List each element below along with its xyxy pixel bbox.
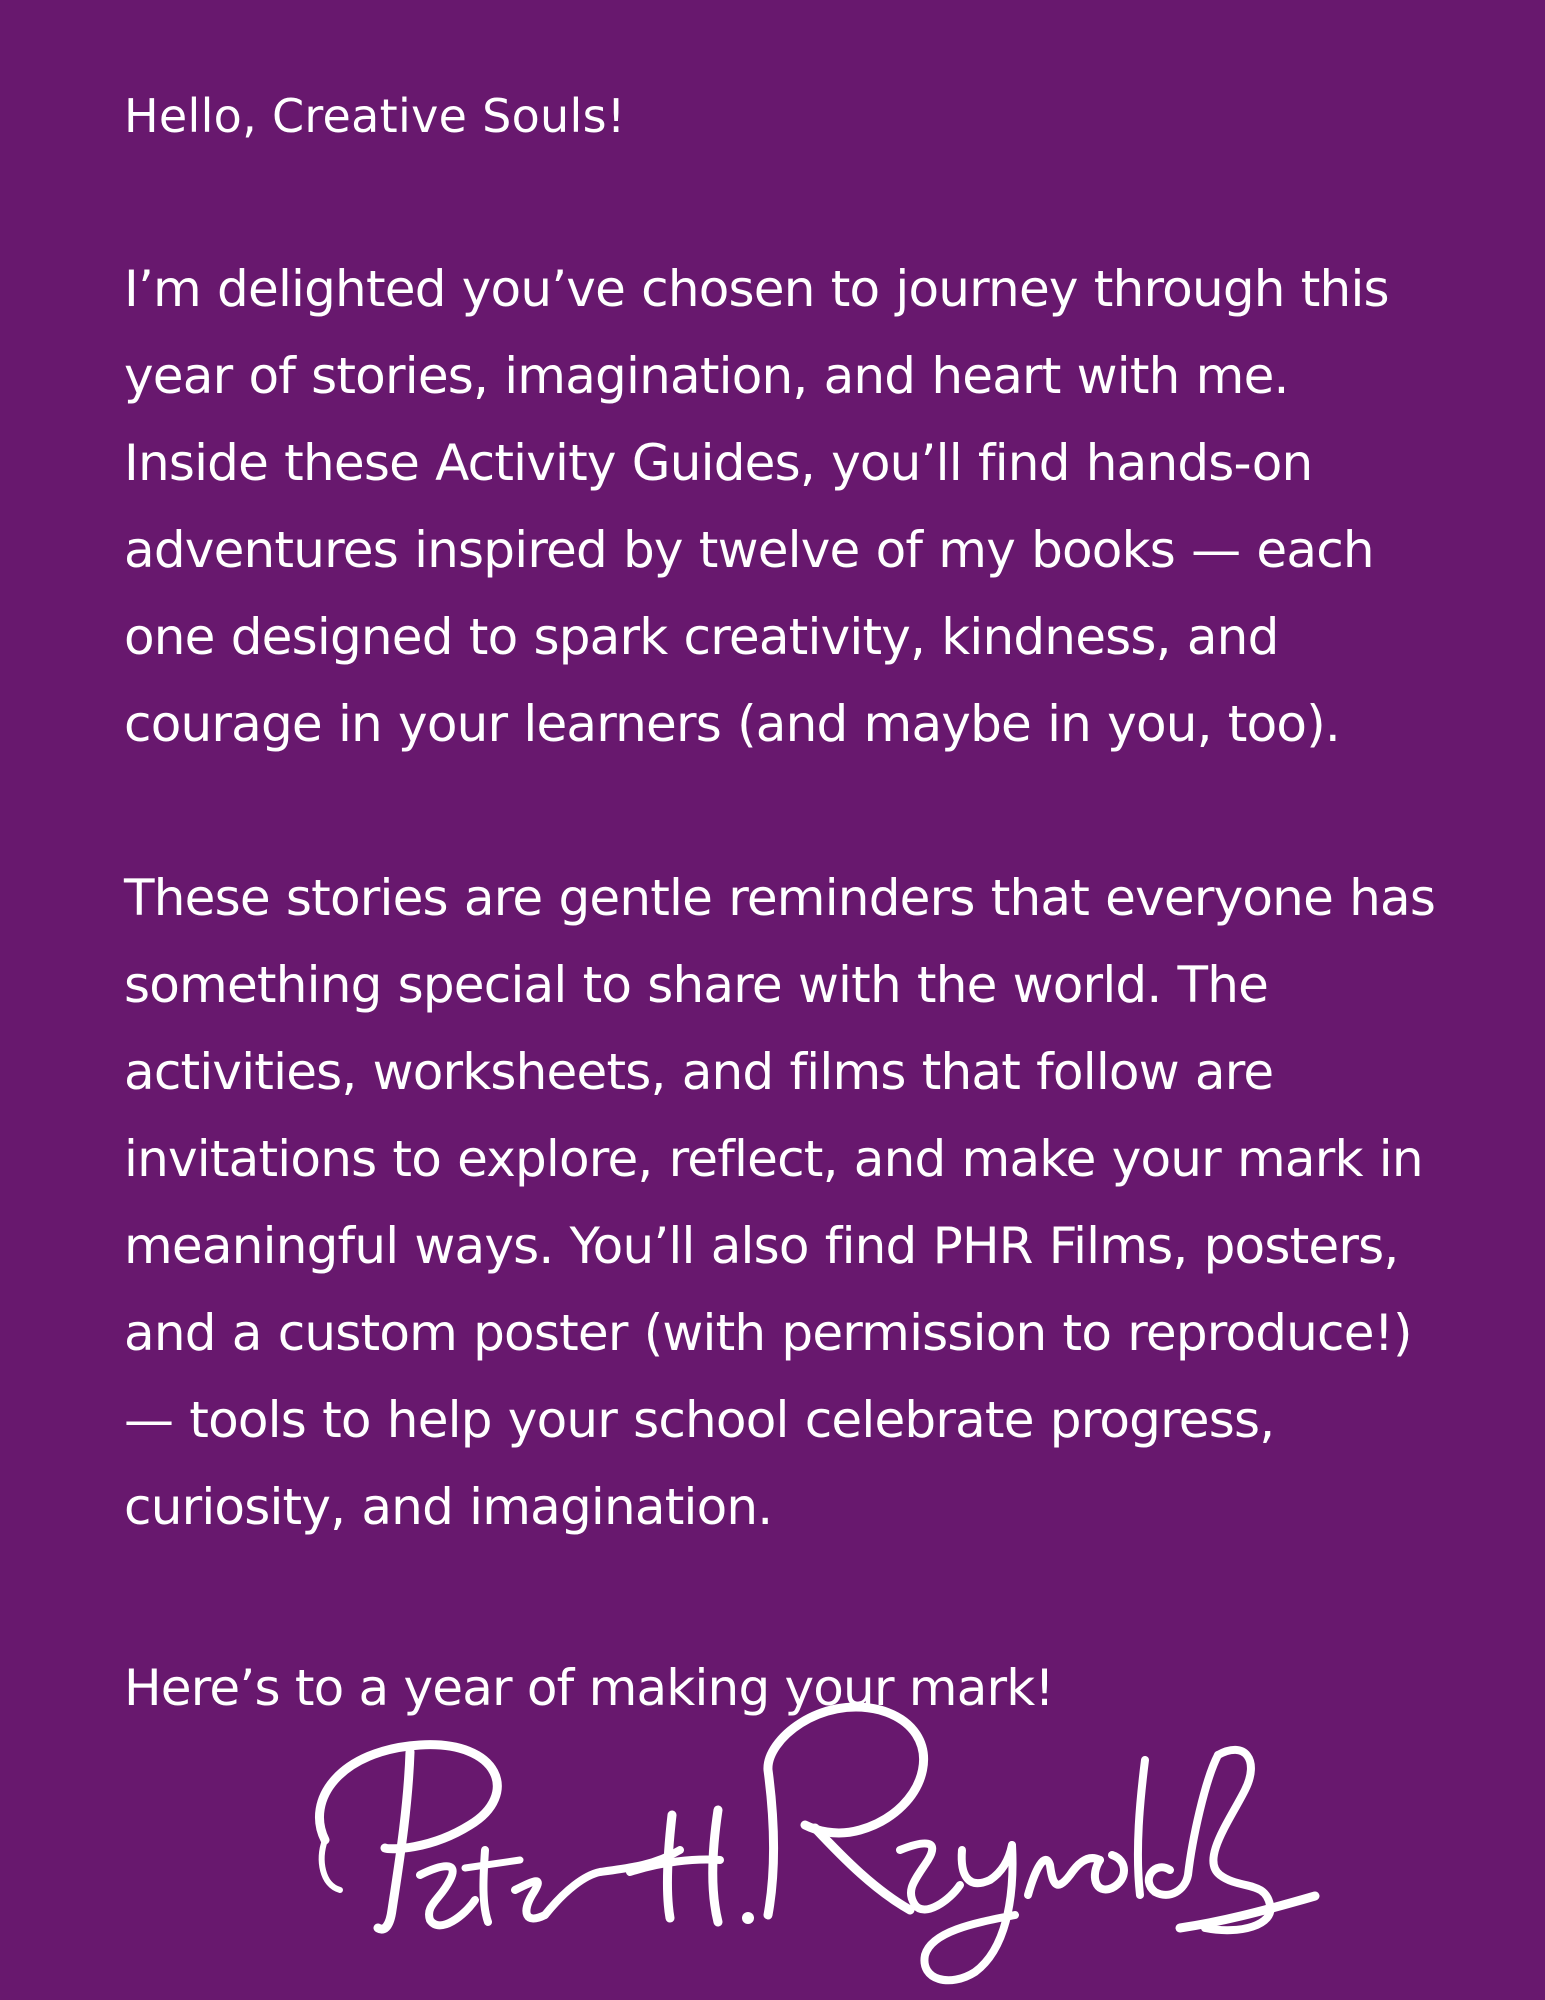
letter-closing: Here’s to a year of making your mark! — [124, 1659, 1054, 1717]
letter-greeting: Hello, Creative Souls! — [124, 89, 626, 143]
letter-paragraph-1: I’m delighted you’ve chosen to journey through this year of stories, imagination, and heart with me. Inside these Activity Guides, you’ll find hands-on adventures inspired by twelve of my books — each one designed to spark creativity, kindness, and courage in your learners (and maybe in you, too). — [124, 260, 1389, 753]
handwritten-signature — [300, 1700, 1320, 1990]
letter-paragraph-2: These stories are gentle reminders that everyone has something special to share with the world. The activities, worksheets, and films that follow are invitations to explore, reflect, and make your mark in meaningful ways. You’ll also find PHR Films, posters, and a custom poster (with permission to reproduce!) — tools to help your school celebrate progress, curiosity, and imagination. — [124, 869, 1436, 1536]
